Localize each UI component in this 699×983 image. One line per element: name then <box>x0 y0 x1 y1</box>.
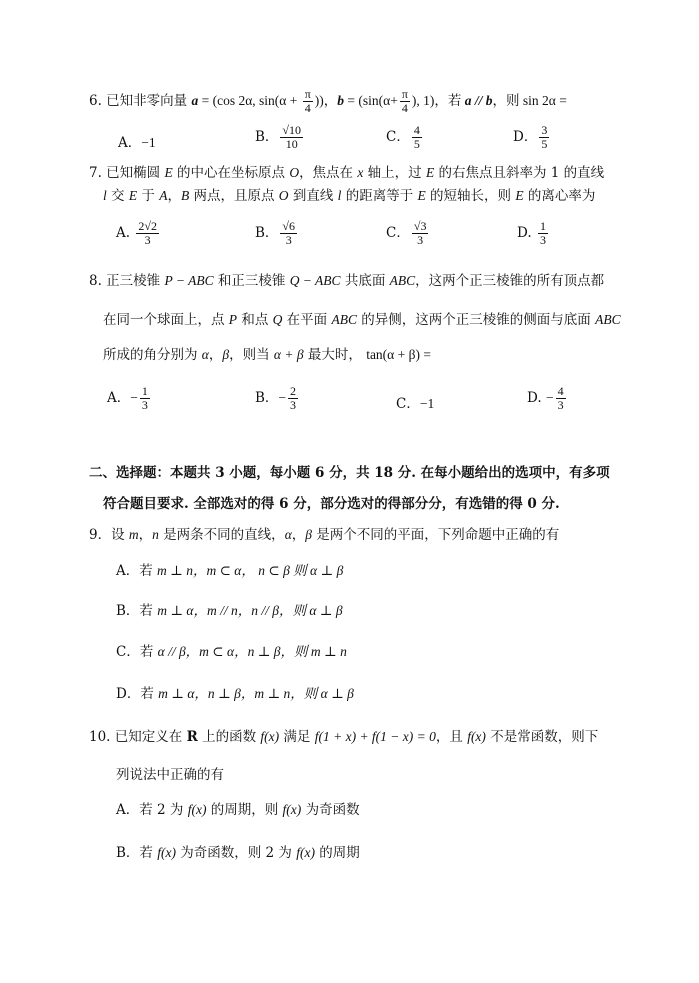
option-frac <box>556 385 566 412</box>
option-text: B．若 <box>116 845 158 861</box>
option-label: C． <box>386 225 410 241</box>
q10-text: 满足 <box>279 729 315 745</box>
q7-option-c <box>386 220 430 247</box>
q8-option-b <box>255 385 300 412</box>
option-frac <box>538 220 548 247</box>
q10-option-a <box>116 800 360 820</box>
radicand: 10 <box>289 123 302 137</box>
q7-text: 的离心率为 <box>523 188 596 204</box>
q7-stem-line1 <box>89 163 604 183</box>
option-sign: − <box>545 390 554 405</box>
q8-text: 所成的角分别为 <box>103 347 202 363</box>
frac-den: 3 <box>141 398 148 412</box>
q6-tail: ，则 sin 2α = <box>492 93 567 108</box>
q7-option-b <box>255 220 299 247</box>
q6-parallel: a // b <box>464 93 493 108</box>
q7-text: 交 <box>106 188 129 204</box>
q10-text: 10. 已知定义在 <box>89 729 187 745</box>
q8-math: β <box>222 347 230 362</box>
frac-den: 3 <box>290 398 297 412</box>
var-E: E <box>417 188 426 203</box>
frac-den: 4 <box>401 101 408 115</box>
option-frac <box>539 124 549 151</box>
var-E: E <box>425 165 435 180</box>
option-text: 为奇函数 <box>301 802 360 818</box>
q8-text: 最大时， <box>303 347 367 363</box>
q7-text: 于 <box>137 188 160 204</box>
option-frac <box>280 220 297 247</box>
q6-frac-pi4-b <box>400 88 410 115</box>
q8-text: 的异侧，这两个正三棱锥的侧面与底面 <box>356 312 596 328</box>
q8-text: ，则当 <box>229 347 274 363</box>
q8-stem-line1 <box>89 271 604 291</box>
frac-den: 5 <box>413 137 420 151</box>
q8-text: 8. 正三棱锥 <box>89 273 165 289</box>
q8-math: α + β <box>273 347 304 362</box>
frac-num: 2 <box>290 384 297 398</box>
var-O: O <box>278 188 289 203</box>
frac-den: 5 <box>541 137 548 151</box>
section2-heading-line2: 符合题目要求. 全部选对的得 6 分，部分选对的得部分分，有选错的得 0 分. <box>103 496 560 512</box>
option-label: C． <box>396 396 420 412</box>
option-body: m ⊥ α，m // n，n // β，则 α ⊥ β <box>157 603 343 618</box>
q8-text: 在平面 <box>282 312 332 328</box>
q7-option-a <box>116 220 161 247</box>
q9-text: ， <box>291 527 306 543</box>
q8-math: ABC <box>595 312 621 327</box>
frac-num: 4 <box>557 384 564 398</box>
q9-option-a <box>116 561 343 581</box>
var-A: A <box>159 188 168 203</box>
q6-a-eq: = (cos 2α, sin(α + <box>198 93 301 108</box>
q10-math: f(x) <box>260 729 280 744</box>
option-frac <box>288 385 298 412</box>
q7-text: 到直线 <box>288 188 338 204</box>
q10-text: 不是常函数，则下 <box>485 729 599 745</box>
var-alpha: α <box>284 527 292 542</box>
q10-math: f(1 + x) + f(1 − x) = 0 <box>314 729 436 744</box>
option-body: m ⊥ α，n ⊥ β，m ⊥ n，则 α ⊥ β <box>158 686 354 701</box>
vector-b: b <box>337 93 345 108</box>
option-text: 为奇函数，则 2 为 <box>175 845 297 861</box>
option-math: f(x) <box>157 845 176 860</box>
option-value: −1 <box>141 135 156 150</box>
var-m: m <box>128 527 139 542</box>
option-label: C．若 <box>116 644 158 660</box>
q7-text: ， <box>167 188 181 204</box>
frac-den: 3 <box>417 233 424 247</box>
option-text: 的周期 <box>314 845 360 861</box>
var-x: x <box>357 165 364 180</box>
q8-stem-line3 <box>103 345 431 365</box>
frac-num: 1 <box>141 384 148 398</box>
q8-text: 共底面 <box>340 273 390 289</box>
option-label: B．若 <box>116 603 158 619</box>
option-math: f(x) <box>187 802 207 817</box>
frac-den: 10 <box>285 137 298 151</box>
q7-text: 的距离等于 <box>341 188 418 204</box>
q8-math: Q − ABC <box>289 273 341 288</box>
q10-stem-line1 <box>89 727 598 747</box>
q6-b-eq: = (sin(α+ <box>344 93 398 108</box>
var-B: B <box>180 188 190 203</box>
q7-text: ，焦点在 <box>299 165 358 181</box>
set-R: R <box>186 729 198 745</box>
var-l: l <box>337 188 342 203</box>
q7-text: 两点，且原点 <box>189 188 279 204</box>
var-l: l <box>103 188 107 203</box>
frac-den: 3 <box>144 233 151 247</box>
q10-math: f(x) <box>467 729 486 744</box>
option-label: D. <box>517 225 532 241</box>
option-value: −1 <box>419 396 435 411</box>
var-E: E <box>128 188 138 203</box>
vector-a: a <box>191 93 199 108</box>
q8-option-d <box>527 385 568 412</box>
frac-num: 1 <box>539 219 546 233</box>
q6-option-c <box>386 124 424 151</box>
option-body: α // β，m ⊂ α，n ⊥ β，则 m ⊥ n <box>157 644 347 659</box>
q10-text: 上的函数 <box>197 729 261 745</box>
q8-text: 和点 <box>237 312 273 328</box>
frac-num: √10 <box>282 123 302 137</box>
q7-text: 的短轴长，则 <box>425 188 516 204</box>
q8-option-a <box>107 385 152 412</box>
q6-stem <box>89 88 567 115</box>
option-text: A．若 2 为 <box>116 802 188 818</box>
frac-den: 3 <box>539 233 546 247</box>
option-body: m ⊥ n，m ⊂ α， n ⊂ β 则 α ⊥ β <box>157 563 344 578</box>
frac-num: √3 <box>413 219 427 233</box>
frac-num: √6 <box>282 219 296 233</box>
q7-option-d <box>517 220 550 247</box>
option-math: f(x) <box>296 845 315 860</box>
option-label: D． <box>513 129 538 145</box>
q9-option-b <box>116 601 343 621</box>
option-label: C． <box>386 129 410 145</box>
var-n: n <box>152 527 159 542</box>
q7-text: 的右焦点且斜率为 1 的直线 <box>434 165 605 181</box>
q6-option-d <box>513 124 551 151</box>
q8-text: ，这两个正三棱锥的所有顶点都 <box>415 273 605 289</box>
option-frac <box>280 124 303 151</box>
option-frac <box>412 220 429 247</box>
radicand: 2 <box>150 219 157 233</box>
option-label: A． <box>107 390 131 406</box>
q8-math: ABC <box>331 312 357 327</box>
q8-math: ABC <box>389 273 416 288</box>
option-frac <box>136 220 159 247</box>
q9-option-c <box>116 642 347 662</box>
q9-text: 是两个不同的平面，下列命题中正确的有 <box>312 527 560 543</box>
option-label: A．若 <box>116 563 158 579</box>
q9-text: 9．设 <box>89 527 129 543</box>
option-frac <box>412 124 422 151</box>
option-label: A. <box>116 225 131 241</box>
coef: 2 <box>138 219 145 233</box>
q9-text: ， <box>138 527 153 543</box>
q9-stem <box>89 525 559 545</box>
frac-den: 3 <box>557 398 564 412</box>
frac-num: 2√2 <box>138 219 157 233</box>
q9-option-d <box>116 684 354 704</box>
q6-b-close: ), 1)，若 <box>411 93 465 108</box>
frac-den: 4 <box>304 101 311 115</box>
radicand: 3 <box>420 219 427 233</box>
q7-text: 的中心在坐标原点 <box>172 165 290 181</box>
q9-text: 是两条不同的直线， <box>158 527 285 543</box>
q7-stem-line2 <box>103 186 595 206</box>
q8-text: ， <box>208 347 223 363</box>
var-E: E <box>515 188 524 203</box>
option-label: B． <box>255 225 279 241</box>
q8-math: tan(α + β) = <box>366 347 431 362</box>
option-label: B． <box>255 129 279 145</box>
option-frac <box>140 385 150 412</box>
frac-num: π <box>401 87 408 101</box>
q10-stem-line2: 列说法中正确的有 <box>116 767 224 783</box>
q8-text: 和正三棱锥 <box>213 273 290 289</box>
frac-num: 3 <box>541 123 548 137</box>
option-label: A． <box>118 135 142 151</box>
option-text: 的周期，则 <box>206 802 283 818</box>
frac-num: π <box>304 87 311 101</box>
q6-a-close: ))， <box>314 93 338 108</box>
option-math: f(x) <box>282 802 302 817</box>
var-O: O <box>289 165 300 180</box>
q10-text: ，且 <box>435 729 468 745</box>
q6-option-b <box>255 124 305 151</box>
var-E: E <box>164 165 173 180</box>
q8-stem-line2 <box>103 310 621 330</box>
q8-option-c <box>396 394 434 414</box>
section2-heading-line1: 二、选择题：本题共 3 小题，每小题 6 分，共 18 分. 在每小题给出的选项中，有多项 <box>89 465 610 481</box>
q8-math: P − ABC <box>164 273 214 288</box>
frac-den: 3 <box>285 233 292 247</box>
q6-text: 6. 已知非零向量 <box>89 93 192 109</box>
q8-math: Q <box>272 312 283 327</box>
option-label: B． <box>255 390 279 406</box>
q6-option-a <box>118 133 156 153</box>
q7-text: 轴上，过 <box>363 165 426 181</box>
q8-math: α <box>201 347 209 362</box>
option-sign: − <box>278 390 287 405</box>
option-label: D．若 <box>116 686 159 702</box>
option-label: D. <box>527 390 542 406</box>
var-beta: β <box>305 527 313 542</box>
frac-num: 4 <box>413 123 420 137</box>
q10-option-b <box>116 843 360 863</box>
option-sign: − <box>130 390 138 405</box>
q7-text: 7. 已知椭圆 <box>89 165 165 181</box>
radicand: 6 <box>289 219 296 233</box>
q8-math: P <box>228 312 238 327</box>
q8-text: 在同一个球面上，点 <box>103 312 229 328</box>
q6-frac-pi4 <box>303 88 313 115</box>
